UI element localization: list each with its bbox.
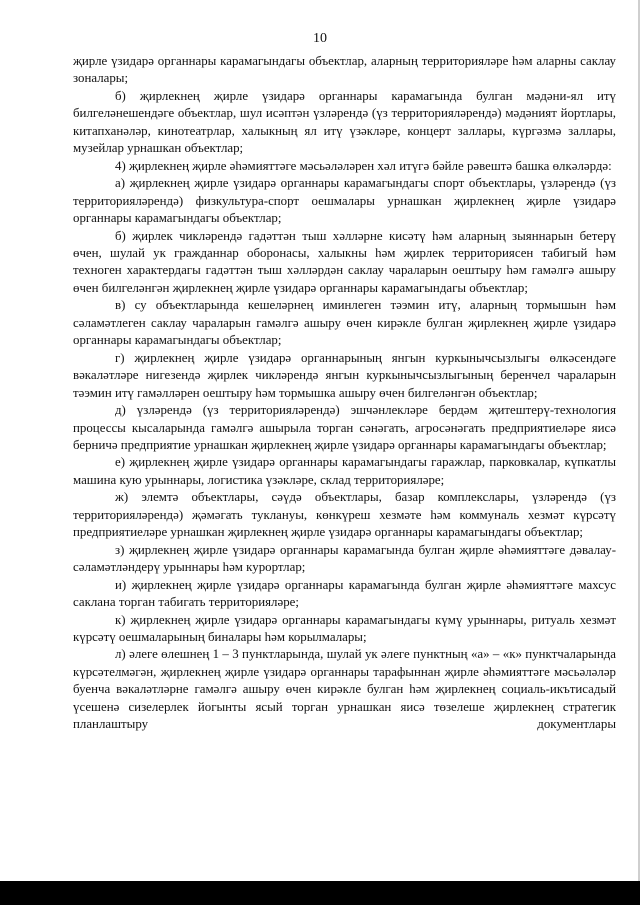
paragraph-item-i-nature: и) җирлекнең җирле үзидарә органнары карамагында булган җирле әһәмияттәге махсус саклана торган табигать территорияләре; xyxy=(73,577,616,610)
paragraph-item-a-sport: а) җирлекнең җирле үзидарә органнары карамагындагы спорт объектлары, үзләрендә (үз территорияләрендә) физкультура-спорт оешмалары урнашкан җирлекнең җирле үзидарә органнары карамагындагы объектлар; xyxy=(73,176,616,226)
paragraph-item-k-burial: к) җирлекнең җирле үзидарә органнары карамагындагы күмү урыннары, ритуаль хезмәт күрсәтү оешмаларының биналары һәм корылмалары; xyxy=(73,612,616,644)
scan-edge-bottom xyxy=(0,881,640,905)
paragraph-item-z-resorts: з) җирлекнең җирле үзидарә органнары карамагында булган җирле әһәмияттәге дәвалау-сәламәтләндерү урыннары һәм курортлар; xyxy=(73,542,616,575)
paragraph-item-d-industry: д) үзләрендә (үз территорияләрендә) эшчәнлекләре бердәм җитештерү-технология процессы кысаларында гамәлгә ашырыла торган сәнәгать, агросәнәгать предприятиеләре яисә берничә предприятие урнашкан җирлекнең җирле үзидарә органнары карамагындагы объектлар; xyxy=(73,403,616,452)
paragraph-item-l-other: л) әлеге өлешнең 1 – 3 пунктларында, шулай ук әлеге пунктның «а» – «к» пунктчаларында күрсәтелмәгән, җирлекнең җирле үзидарә органнары тарафыннан җирле әһәмияттәге мәсьәләләр буенча вәкаләтләрне гамәлгә ашыру өчен кирәкле булган һәм җирлекнең социаль-икътисадый үсешенә сизелерлек йогынты ясый торган урнашкан яисә төзелеше җирлекнең стратегик планлаштыру документлары xyxy=(73,647,616,732)
paragraph-item-v-water: в) су объектларында кешеләрнең иминлеген тәэмин итү, аларның тормышын һәм сәламәтлеген саклау чараларын гамәлгә ашыру өчен кирәкле булган җирлекнең җирле үзидарә органнары карамагындагы объектлар; xyxy=(73,298,616,348)
paragraph-continuation: җирле үзидарә органнары карамагындагы объектлар, аларның территорияләре һәм аларны саклау зоналары; xyxy=(73,54,616,86)
paragraph-item-b-cultural: б) җирлекнең җирле үзидарә органнары карамагында булган мәдәни-ял итү билгеләнешендәге объектлар, шул исәптән үзләрендә (үз территорияләрендә) мәдәният йортлары, китапханәләр, кинотеатрлар, халыкның ял итү үзәкләре, концерт заллары, күргәзмә заллары, музейлар урнашкан объектлар; xyxy=(73,88,616,156)
paragraph-item-e-garages: е) җирлекнең җирле үзидарә органнары карамагындагы гаражлар, парковкалар, күпкатлы машина кую урыннары, логистика үзәкләре, склад территорияләре; xyxy=(73,455,616,487)
paragraph-item-g-fire: г) җирлекнең җирле үзидарә органнарының янгын куркынычсызлыгы өлкәсендәге вәкаләтләре нигезендә җирлек чикләрендә янгын куркынычсызлыгының беренчел чараларын тәэмин итү гамәлләрен оештыру һәм тормышка ашыру өчен билгеләнгән объектлар; xyxy=(73,350,616,400)
page-number: 10 xyxy=(313,31,327,46)
paragraph-item-zh-communication: ж) элемтә объектлары, сәүдә объектлары, базар комплекслары, үзләрендә (үз территорияләрендә) җәмәгать туклануы, көнкүреш хезмәте һәм коммуналь хезмәт күрсәтү предприятиеләре урнашкан җирлекнең җирле үзидарә органнары карамагындагы объектлар; xyxy=(73,490,616,540)
document-body xyxy=(73,53,616,734)
paragraph-item-b-emergency: б) җирлек чикләрендә гадәттән тыш хәлләрне кисәтү һәм аларның зыяннарын бетерү өчен, шулай ук гражданнар оборонасы, халыкны һәм җирлек территориясен табигый һәм техноген характердагы гадәттән тыш хәлләрдән саклау чараларын оештыру һәм гамәлгә ашыру өчен билгеләнгән җирлекнең җирле үзидарә органнары карамагындагы объектлар; xyxy=(73,228,616,295)
paragraph-item-4: 4) җирлекнең җирле әһәмияттәге мәсьәләләрен хәл итүгә бәйле рәвештә башка өлкәләрдә: xyxy=(115,158,612,173)
